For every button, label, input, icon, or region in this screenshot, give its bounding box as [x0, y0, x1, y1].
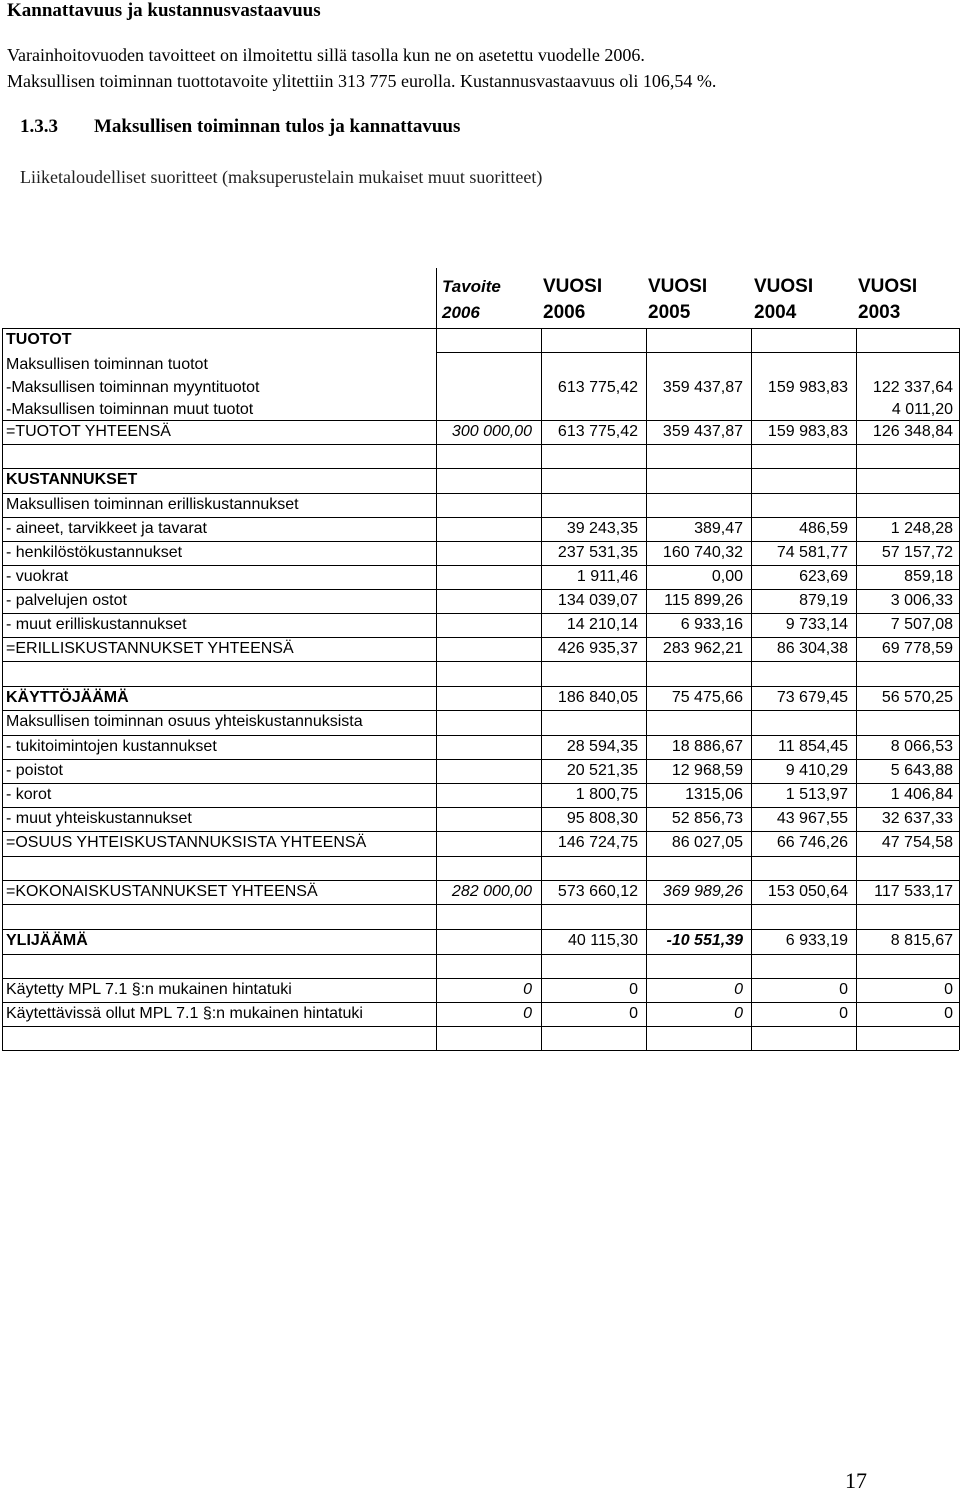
row-divider	[2, 589, 959, 590]
table-row	[2, 807, 959, 831]
row-label: Maksullisen toiminnan tuotot	[6, 356, 208, 373]
row-label: - korot	[6, 786, 52, 803]
cell-value: 0	[523, 1005, 532, 1022]
cell-value: 43 967,55	[776, 810, 848, 827]
cell-value: 300 000,00	[451, 423, 532, 440]
row-label: - muut erilliskustannukset	[6, 616, 187, 633]
cell-value: -10 551,39	[666, 932, 743, 949]
column-divider	[541, 328, 542, 1050]
row-divider	[2, 954, 959, 955]
row-label: - henkilöstökustannukset	[6, 544, 183, 561]
table-spacer-row	[2, 904, 959, 928]
row-label: - aineet, tarvikkeet ja tavarat	[6, 520, 207, 537]
table-row	[2, 686, 959, 710]
cell-value: 486,59	[799, 520, 848, 537]
row-divider	[2, 493, 959, 494]
cell-value: 66 746,26	[776, 834, 848, 851]
table-spacer-row	[2, 954, 959, 978]
row-divider	[2, 1050, 959, 1051]
row-divider	[2, 613, 959, 614]
cell-value: 0	[944, 981, 953, 998]
row-label: =ERILLISKUSTANNUKSET YHTEENSÄ	[6, 640, 294, 657]
row-label: =TUOTOT YHTEENSÄ	[6, 423, 171, 440]
cell-value: 69 778,59	[881, 640, 953, 657]
cell-value: 86 304,38	[776, 640, 848, 657]
cell-value: 52 856,73	[671, 810, 743, 827]
row-label: - palvelujen ostot	[6, 592, 127, 609]
section-heading: Kannattavuus ja kustannusvastaavuus	[7, 0, 321, 21]
row-label: KÄYTTÖJÄÄMÄ	[6, 689, 129, 706]
column-header-year-2006: VUOSI 2006	[543, 276, 603, 323]
table-row	[2, 541, 959, 565]
cell-value: 74 581,77	[776, 544, 848, 561]
cell-value: 39 243,35	[566, 520, 638, 537]
intro-line-1: Varainhoitovuoden tavoitteet on ilmoitettu sillä tasolla kun ne on asetettu vuodelle 2006.	[7, 45, 645, 65]
table-row	[2, 880, 959, 904]
table-row	[2, 468, 959, 492]
row-divider	[2, 637, 959, 638]
cell-value: 115 899,26	[664, 592, 743, 609]
table-spacer-row	[2, 661, 959, 685]
column-divider	[436, 268, 437, 1050]
table-row	[2, 1002, 959, 1026]
cell-value: 623,69	[799, 568, 848, 585]
row-divider	[436, 352, 959, 353]
table-row	[2, 831, 959, 855]
table-row	[2, 493, 959, 517]
table-row	[2, 353, 959, 377]
table-row	[2, 589, 959, 613]
cell-value: 3 006,33	[890, 592, 953, 609]
cell-value: 73 679,45	[776, 689, 848, 706]
cell-value: 369 989,26	[662, 883, 743, 900]
row-label: KUSTANNUKSET	[6, 471, 138, 488]
cell-value: 126 348,84	[872, 423, 953, 440]
cell-value: 5 643,88	[890, 762, 953, 779]
cell-value: 47 754,58	[881, 834, 953, 851]
row-divider	[2, 978, 959, 979]
table-row	[2, 376, 959, 400]
row-label: TUOTOT	[6, 331, 72, 348]
cell-value: 9 410,29	[785, 762, 848, 779]
cell-value: 1 406,84	[890, 786, 953, 803]
cell-value: 86 027,05	[671, 834, 743, 851]
cell-value: 359 437,87	[662, 379, 743, 396]
cell-value: 1 911,46	[576, 568, 638, 585]
row-divider	[2, 565, 959, 566]
cell-value: 186 840,05	[557, 689, 638, 706]
table-row	[2, 565, 959, 589]
cell-value: 134 039,07	[557, 592, 638, 609]
table-row	[2, 759, 959, 783]
column-divider	[646, 328, 647, 1050]
row-divider	[2, 856, 959, 857]
cell-value: 40 115,30	[568, 932, 638, 949]
row-label: Maksullisen toiminnan osuus yhteiskustannuksista	[6, 713, 363, 730]
table-spacer-row	[2, 856, 959, 880]
table-row	[2, 420, 959, 444]
cell-value: 160 740,32	[662, 544, 743, 561]
cell-value: 18 886,67	[671, 738, 743, 755]
cell-value: 56 570,25	[881, 689, 953, 706]
table-row	[2, 978, 959, 1002]
cell-value: 359 437,87	[662, 423, 743, 440]
cell-value: 283 962,21	[662, 640, 743, 657]
table-row	[2, 613, 959, 637]
table-row	[2, 783, 959, 807]
row-divider	[2, 735, 959, 736]
row-label: - poistot	[6, 762, 63, 779]
cell-value: 1315,06	[685, 786, 743, 803]
subheading-number: 1.3.3	[20, 116, 58, 137]
cell-value: 573 660,12	[557, 883, 638, 900]
row-label: Maksullisen toiminnan erilliskustannukset	[6, 496, 299, 513]
row-divider	[2, 686, 959, 687]
row-label: - muut yhteiskustannukset	[6, 810, 192, 827]
row-label: -Maksullisen toiminnan muut tuotot	[6, 401, 254, 418]
cell-value: 613 775,42	[557, 379, 638, 396]
cell-value: 117 533,17	[874, 883, 953, 900]
cell-value: 1 248,28	[890, 520, 953, 537]
row-divider	[2, 468, 959, 469]
column-header-target-2006: Tavoite 2006	[442, 277, 501, 322]
table-top-border	[2, 328, 959, 329]
cell-value: 0	[523, 981, 532, 998]
row-divider	[2, 517, 959, 518]
cell-value: 20 521,35	[566, 762, 638, 779]
row-divider	[2, 1026, 959, 1027]
cell-value: 237 531,35	[557, 544, 638, 561]
table-row	[2, 517, 959, 541]
cell-value: 0	[944, 1005, 953, 1022]
table-row	[2, 637, 959, 661]
table-row	[2, 710, 959, 734]
cell-value: 0	[734, 981, 743, 998]
cell-value: 0	[734, 1005, 743, 1022]
cell-value: 0	[839, 981, 848, 998]
row-divider	[2, 661, 959, 662]
cell-value: 4 011,20	[891, 401, 953, 418]
page-number: 17	[845, 1468, 867, 1493]
cell-value: 11 854,45	[778, 738, 848, 755]
cell-value: 7 507,08	[890, 616, 953, 633]
row-divider	[2, 929, 959, 930]
cell-value: 389,47	[694, 520, 743, 537]
column-header-year-2004: VUOSI 2004	[754, 276, 814, 323]
cell-value: 159 983,83	[767, 423, 848, 440]
cell-value: 859,18	[904, 568, 953, 585]
subheading-title: Maksullisen toiminnan tulos ja kannattavuus	[94, 116, 461, 137]
cell-value: 28 594,35	[566, 738, 638, 755]
cell-value: 12 968,59	[671, 762, 743, 779]
row-label: =KOKONAISKUSTANNUKSET YHTEENSÄ	[6, 883, 318, 900]
row-divider	[2, 807, 959, 808]
row-label: YLIJÄÄMÄ	[6, 932, 88, 949]
column-divider	[751, 328, 752, 1050]
cell-value: 57 157,72	[881, 544, 953, 561]
cell-value: 0,00	[711, 568, 743, 585]
cell-value: 146 724,75	[557, 834, 638, 851]
cell-value: 9 733,14	[785, 616, 848, 633]
row-label: Käytetty MPL 7.1 §:n mukainen hintatuki	[6, 981, 292, 998]
cell-value: 95 808,30	[566, 810, 638, 827]
cell-value: 282 000,00	[451, 883, 532, 900]
row-label: Käytettävissä ollut MPL 7.1 §:n mukainen hintatuki	[6, 1005, 363, 1022]
cell-value: 6 933,16	[680, 616, 743, 633]
row-divider	[2, 1002, 959, 1003]
table-spacer-row	[2, 444, 959, 468]
row-label: - vuokrat	[6, 568, 69, 585]
cell-value: 159 983,83	[767, 379, 848, 396]
row-label: =OSUUS YHTEISKUSTANNUKSISTA YHTEENSÄ	[6, 834, 367, 851]
row-label: -Maksullisen toiminnan myyntituotot	[6, 379, 260, 396]
cell-value: 1 513,97	[785, 786, 848, 803]
cell-value: 0	[629, 1005, 638, 1022]
cell-value: 153 050,64	[767, 883, 848, 900]
table-left-border	[2, 328, 3, 1050]
cell-value: 1 800,75	[575, 786, 638, 803]
row-divider	[2, 880, 959, 881]
intro-line-2: Maksullisen toiminnan tuottotavoite ylitettiin 313 775 eurolla. Kustannusvastaavuus oli 106,54 %.	[7, 71, 717, 91]
cell-value: 122 337,64	[872, 379, 953, 396]
cell-value: 75 475,66	[671, 689, 743, 706]
row-divider	[2, 541, 959, 542]
row-label: - tukitoimintojen kustannukset	[6, 738, 217, 755]
row-divider	[2, 904, 959, 905]
cell-value: 8 815,67	[890, 932, 953, 949]
cell-value: 613 775,42	[557, 423, 638, 440]
table-row	[2, 398, 959, 422]
cell-value: 879,19	[799, 592, 848, 609]
table-row	[2, 328, 959, 352]
row-divider	[2, 831, 959, 832]
row-divider	[2, 759, 959, 760]
column-header-year-2005: VUOSI 2005	[648, 276, 708, 323]
table-row	[2, 929, 959, 953]
table-row	[2, 735, 959, 759]
cell-value: 32 637,33	[881, 810, 953, 827]
row-divider	[2, 710, 959, 711]
cell-value: 8 066,53	[890, 738, 953, 755]
cell-value: 14 210,14	[566, 616, 638, 633]
column-divider	[856, 328, 857, 1050]
subheading	[20, 116, 460, 138]
cell-value: 0	[629, 981, 638, 998]
cell-value: 6 933,19	[785, 932, 848, 949]
table-caption: Liiketaloudelliset suoritteet (maksuperustelain mukaiset muut suoritteet)	[20, 167, 543, 187]
row-divider	[2, 444, 959, 445]
row-divider	[2, 783, 959, 784]
row-divider	[2, 420, 959, 421]
cell-value: 0	[839, 1005, 848, 1022]
table-spacer-row	[2, 1026, 959, 1050]
cell-value: 426 935,37	[557, 640, 638, 657]
column-header-year-2003: VUOSI 2003	[858, 276, 918, 323]
